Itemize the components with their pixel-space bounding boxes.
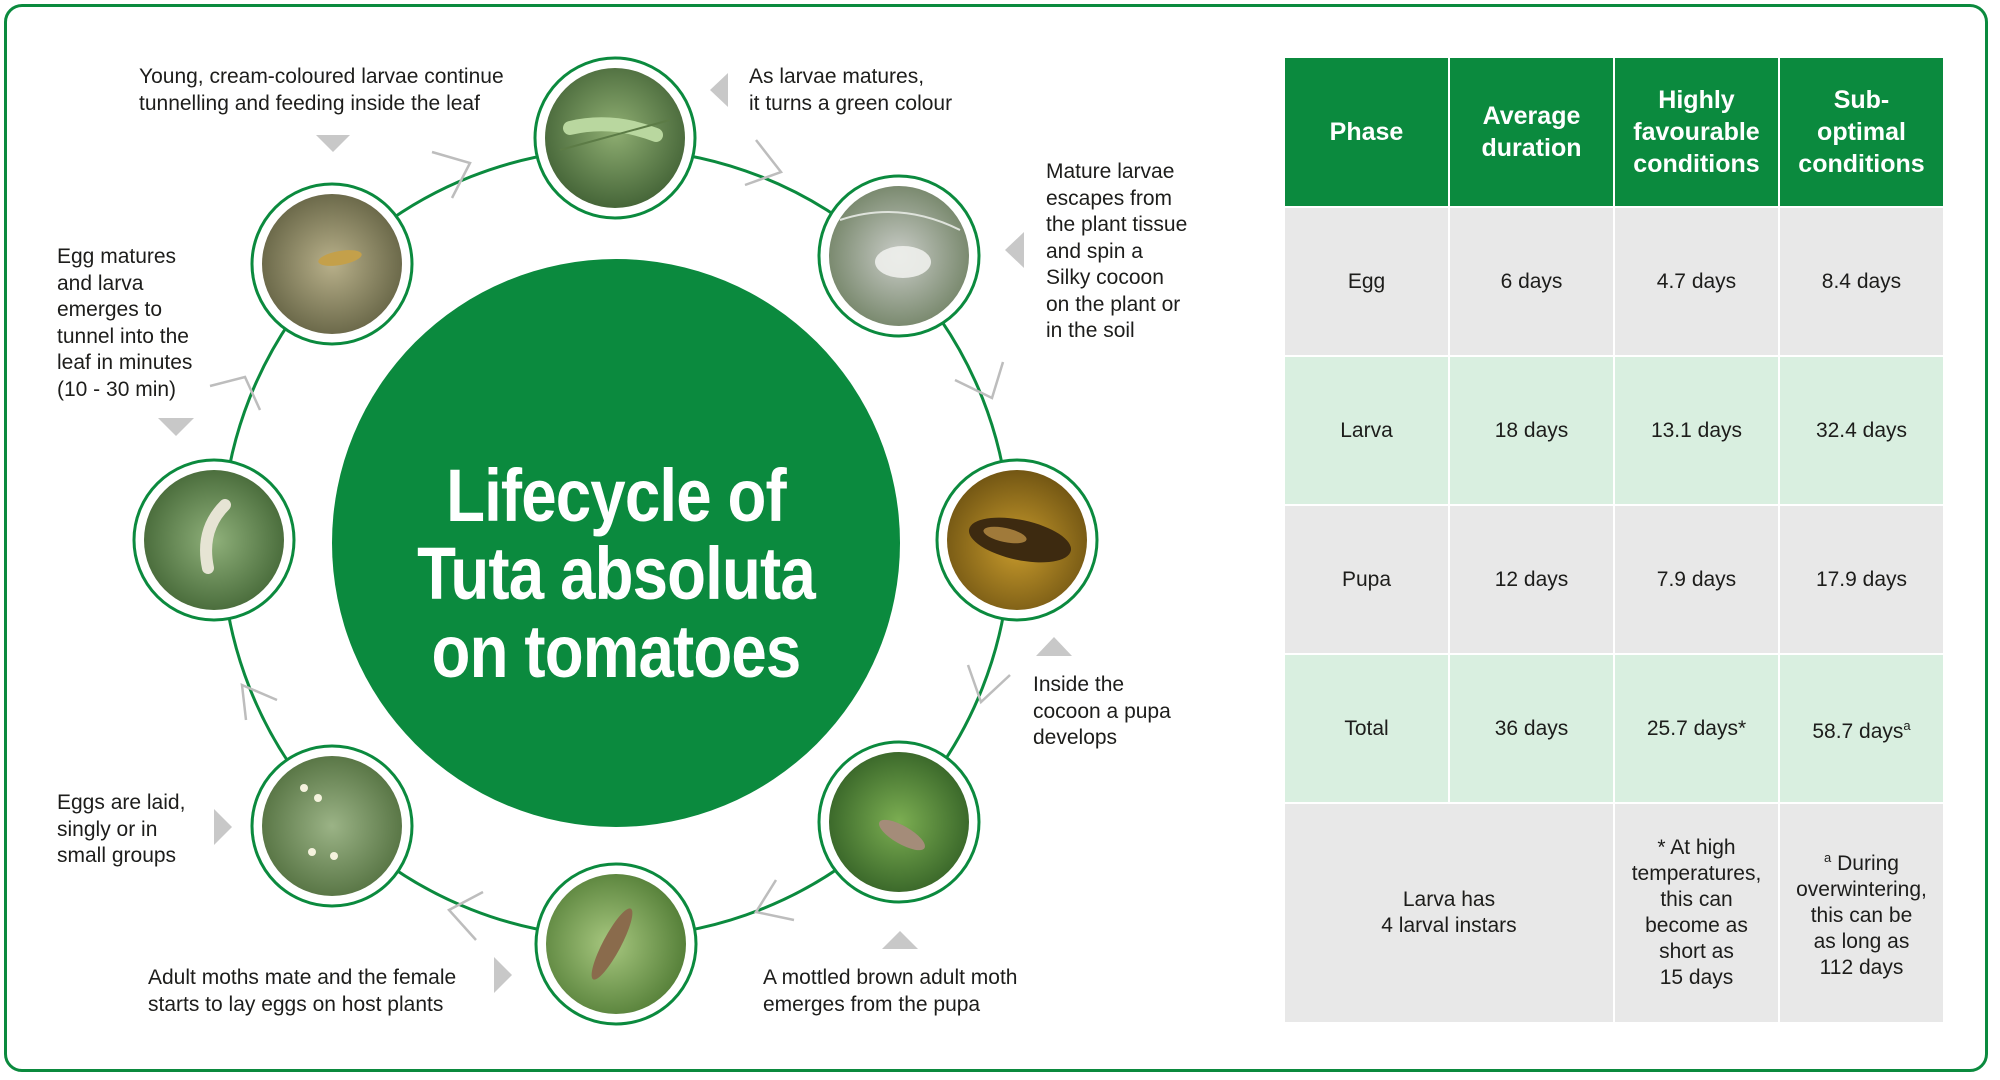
footnote-mark-a-note: a xyxy=(1824,850,1832,865)
arrow-chevron xyxy=(756,880,794,920)
cell-sub-optimal: 8.4 days xyxy=(1779,207,1943,356)
stage-photo-pupa xyxy=(937,460,1097,620)
table-row xyxy=(1285,505,1943,654)
pointer-triangle xyxy=(882,931,918,949)
footnote-mark-a: a xyxy=(1903,717,1911,733)
cell-phase: Total xyxy=(1285,654,1449,803)
note-high-temperatures: * At high temperatures, this can become as short as 15 days xyxy=(1614,803,1779,1023)
cell-sub-optimal: 17.9 days xyxy=(1779,505,1943,654)
table-header-row xyxy=(1285,58,1943,207)
stage-label-adult-moth: A mottled brown adult moth emerges from the pupa xyxy=(763,966,1018,1016)
header-sub-optimal: Sub- optimal conditions xyxy=(1779,58,1943,207)
header-average-duration: Average duration xyxy=(1449,58,1614,207)
stage-label-green-larva: As larvae matures, it turns a green colour xyxy=(749,65,953,115)
diagram-title-text: Lifecycle of Tuta absoluta on tomatoes xyxy=(417,454,815,693)
pointer-triangle xyxy=(1005,232,1024,268)
phase-duration-table xyxy=(1285,58,1943,1024)
table-row xyxy=(1285,654,1943,803)
stage-photo-moth-on-stem xyxy=(536,864,696,1024)
pointer-triangle xyxy=(158,418,194,436)
note-overwintering xyxy=(1779,803,1943,1023)
cell-average: 18 days xyxy=(1449,356,1614,505)
pointer-triangle xyxy=(710,73,728,107)
cell-phase: Egg xyxy=(1285,207,1449,356)
header-highly-favourable: Highly favourable conditions xyxy=(1614,58,1779,207)
pointer-triangle xyxy=(1036,637,1072,656)
pointer-triangle xyxy=(316,135,350,152)
cell-phase: Pupa xyxy=(1285,505,1449,654)
cell-average: 6 days xyxy=(1449,207,1614,356)
arrow-chevron xyxy=(449,892,483,940)
header-phase: Phase xyxy=(1285,58,1449,207)
cell-favourable: 7.9 days xyxy=(1614,505,1779,654)
stage-label-eggs: Eggs are laid, singly or in small groups xyxy=(57,791,186,867)
pointer-triangle xyxy=(214,809,232,845)
table-notes-row xyxy=(1285,803,1943,1023)
note-larval-instars: Larva has 4 larval instars xyxy=(1285,803,1614,1023)
cell-average: 12 days xyxy=(1449,505,1614,654)
stage-photo-larva xyxy=(535,58,695,218)
cell-phase: Larva xyxy=(1285,356,1449,505)
cell-sub-optimal: 32.4 days xyxy=(1779,356,1943,505)
stage-label-young-larva: Young, cream-coloured larvae continue tunnelling and feeding inside the leaf xyxy=(139,65,504,115)
pointer-triangle xyxy=(494,957,512,993)
stage-label-pupa: Inside the cocoon a pupa develops xyxy=(1033,673,1171,749)
table-row xyxy=(1285,356,1943,505)
cell-favourable: 4.7 days xyxy=(1614,207,1779,356)
stage-label-mating: Adult moths mate and the female starts to lay eggs on host plants xyxy=(148,966,457,1016)
table-row xyxy=(1285,207,1943,356)
cell-average: 36 days xyxy=(1449,654,1614,803)
arrow-chevron xyxy=(242,685,277,720)
cell-sub-optimal xyxy=(1779,654,1943,803)
cell-favourable: 13.1 days xyxy=(1614,356,1779,505)
arrow-chevron xyxy=(955,362,1003,398)
total-sub-optimal-value: 58.7 days xyxy=(1812,719,1904,743)
diagram-title xyxy=(372,290,860,858)
stage-label-hatching: Egg matures and larva emerges to tunnel into the leaf in minutes (10 - 30 min) xyxy=(57,245,193,401)
cell-favourable: 25.7 days* xyxy=(1614,654,1779,803)
note-overwintering-text: During overwintering, this can be as long as 112 days xyxy=(1796,852,1927,979)
arrow-chevron xyxy=(745,140,781,185)
stage-label-cocoon: Mature larvae escapes from the plant tissue and spin a Silky cocoon on the plant or in the soil xyxy=(1046,160,1188,342)
arrow-chevron xyxy=(210,377,260,410)
stage-photo-leaf-mine xyxy=(134,460,294,620)
